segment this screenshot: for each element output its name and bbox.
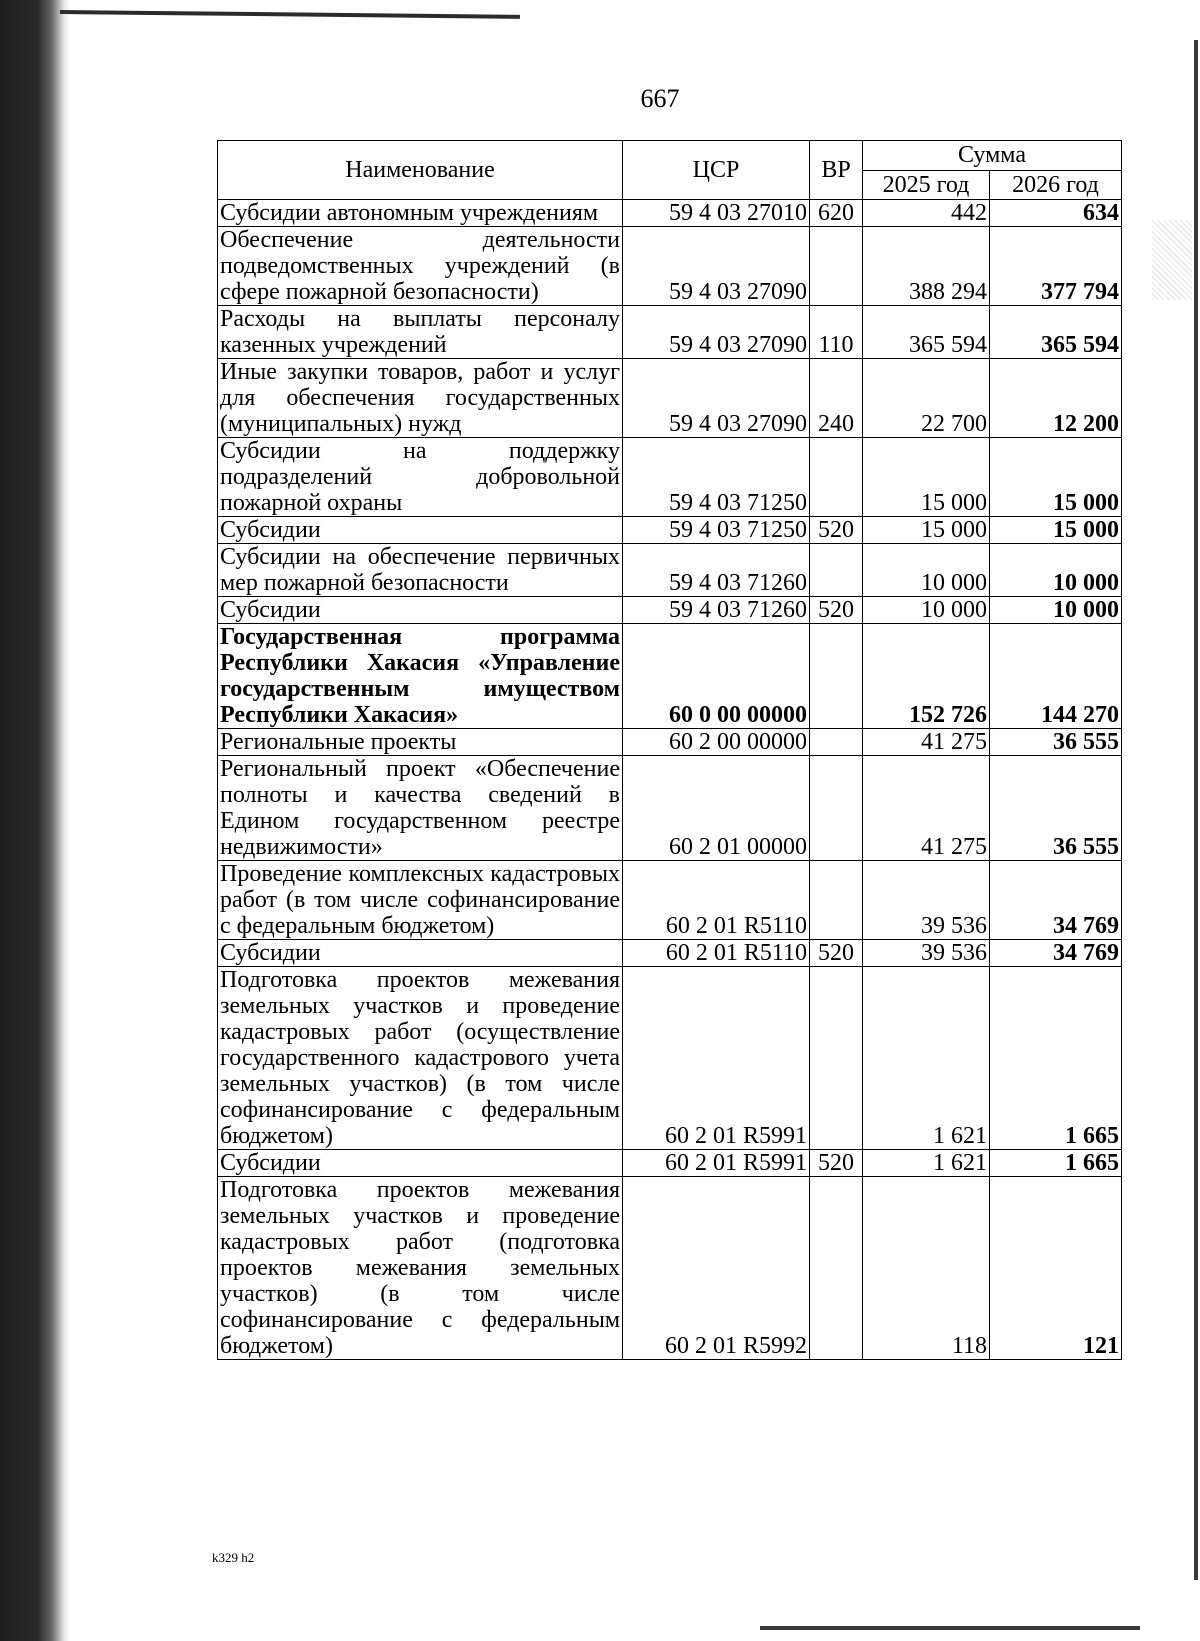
row-csr: 60 2 01 R5110 — [623, 940, 810, 967]
header-csr: ЦСР — [623, 141, 810, 200]
row-vr: 520 — [810, 940, 863, 967]
row-csr: 59 4 03 27090 — [623, 359, 810, 438]
row-vr: 520 — [810, 1150, 863, 1177]
row-sum-2025: 152 726 — [863, 624, 990, 729]
row-name: Субсидии — [218, 1150, 623, 1177]
table-row — [218, 227, 1122, 306]
row-sum-2025: 39 536 — [863, 940, 990, 967]
row-sum-2025: 15 000 — [863, 517, 990, 544]
row-sum-2026: 634 — [990, 200, 1122, 227]
row-vr — [810, 227, 863, 306]
row-vr — [810, 438, 863, 517]
row-name: Субсидии — [218, 940, 623, 967]
row-sum-2026: 36 555 — [990, 729, 1122, 756]
row-name: Региональный проект «Обеспечение полноты и качества сведений в Едином государственном реестре недвижимости» — [218, 756, 623, 861]
header-name: Наименование — [218, 141, 623, 200]
row-sum-2025: 1 621 — [863, 1150, 990, 1177]
row-sum-2025: 41 275 — [863, 729, 990, 756]
row-name: Государственная программа Республики Хакасия «Управление государственным имуществом Республики Хакасия» — [218, 624, 623, 729]
row-name: Субсидии на поддержку подразделений добровольной пожарной охраны — [218, 438, 623, 517]
row-vr — [810, 1177, 863, 1360]
scan-edge-bottom — [760, 1626, 1140, 1630]
table-row — [218, 1177, 1122, 1360]
row-sum-2026: 144 270 — [990, 624, 1122, 729]
row-vr: 620 — [810, 200, 863, 227]
table-row — [218, 1150, 1122, 1177]
row-csr: 60 2 01 R5991 — [623, 1150, 810, 1177]
row-name: Проведение комплексных кадастровых работ (в том числе софинансирование с федеральным бюджетом) — [218, 861, 623, 940]
table-row — [218, 438, 1122, 517]
table-row — [218, 861, 1122, 940]
row-sum-2025: 365 594 — [863, 306, 990, 359]
row-csr: 60 2 00 00000 — [623, 729, 810, 756]
row-name: Расходы на выплаты персоналу казенных учреждений — [218, 306, 623, 359]
table-row — [218, 517, 1122, 544]
row-sum-2026: 34 769 — [990, 861, 1122, 940]
table-row — [218, 597, 1122, 624]
scan-shadow-left — [0, 0, 70, 1641]
row-sum-2026: 377 794 — [990, 227, 1122, 306]
row-vr — [810, 967, 863, 1150]
header-vr: ВР — [810, 141, 863, 200]
row-sum-2025: 388 294 — [863, 227, 990, 306]
row-vr — [810, 729, 863, 756]
scan-noise — [1152, 220, 1192, 300]
row-vr: 240 — [810, 359, 863, 438]
row-sum-2025: 39 536 — [863, 861, 990, 940]
row-csr: 59 4 03 27010 — [623, 200, 810, 227]
budget-table — [217, 140, 1122, 1360]
table-row — [218, 306, 1122, 359]
row-sum-2025: 41 275 — [863, 756, 990, 861]
row-csr: 59 4 03 71260 — [623, 544, 810, 597]
row-csr: 60 2 01 00000 — [623, 756, 810, 861]
row-name: Иные закупки товаров, работ и услуг для обеспечения государственных (муниципальных) нужд — [218, 359, 623, 438]
table-row — [218, 940, 1122, 967]
row-sum-2026: 1 665 — [990, 1150, 1122, 1177]
row-name: Обеспечение деятельности подведомственных учреждений (в сфере пожарной безопасности) — [218, 227, 623, 306]
table-header — [218, 141, 1122, 200]
header-year-2026: 2026 год — [990, 170, 1122, 200]
header-year-2025: 2025 год — [863, 170, 990, 200]
scan-edge-top — [60, 10, 520, 19]
row-csr: 60 2 01 R5992 — [623, 1177, 810, 1360]
row-name: Подготовка проектов межевания земельных участков и проведение кадастровых работ (осуществление государственного кадастрового учета земельных участков) (в том числе софинансирование с федеральным бюджетом) — [218, 967, 623, 1150]
row-vr: 520 — [810, 517, 863, 544]
row-sum-2025: 1 621 — [863, 967, 990, 1150]
header-sum: Сумма — [863, 141, 1122, 171]
row-name: Субсидии автономным учреждениям — [218, 200, 623, 227]
row-sum-2026: 10 000 — [990, 544, 1122, 597]
row-name: Подготовка проектов межевания земельных участков и проведение кадастровых работ (подготовка проектов межевания земельных участков) (в том числе софинансирование с федеральным бюджетом) — [218, 1177, 623, 1360]
row-csr: 59 4 03 71250 — [623, 517, 810, 544]
row-sum-2025: 118 — [863, 1177, 990, 1360]
table-row — [218, 729, 1122, 756]
row-sum-2026: 15 000 — [990, 517, 1122, 544]
table-row — [218, 967, 1122, 1150]
table-row — [218, 756, 1122, 861]
row-vr — [810, 544, 863, 597]
table-row — [218, 624, 1122, 729]
row-sum-2025: 10 000 — [863, 597, 990, 624]
row-vr — [810, 624, 863, 729]
row-sum-2026: 15 000 — [990, 438, 1122, 517]
row-name: Субсидии на обеспечение первичных мер пожарной безопасности — [218, 544, 623, 597]
row-name: Региональные проекты — [218, 729, 623, 756]
row-sum-2025: 10 000 — [863, 544, 990, 597]
row-name: Субсидии — [218, 597, 623, 624]
row-name: Субсидии — [218, 517, 623, 544]
row-vr: 520 — [810, 597, 863, 624]
row-csr: 60 0 00 00000 — [623, 624, 810, 729]
row-vr — [810, 756, 863, 861]
table-body — [218, 200, 1122, 1360]
row-sum-2026: 365 594 — [990, 306, 1122, 359]
row-sum-2026: 10 000 — [990, 597, 1122, 624]
table-row — [218, 359, 1122, 438]
row-sum-2025: 442 — [863, 200, 990, 227]
table-row — [218, 200, 1122, 227]
table-row — [218, 544, 1122, 597]
row-sum-2026: 12 200 — [990, 359, 1122, 438]
row-csr: 59 4 03 71260 — [623, 597, 810, 624]
row-sum-2026: 121 — [990, 1177, 1122, 1360]
row-csr: 59 4 03 27090 — [623, 306, 810, 359]
row-csr: 60 2 01 R5110 — [623, 861, 810, 940]
row-sum-2025: 22 700 — [863, 359, 990, 438]
row-sum-2025: 15 000 — [863, 438, 990, 517]
row-vr: 110 — [810, 306, 863, 359]
row-sum-2026: 1 665 — [990, 967, 1122, 1150]
row-sum-2026: 36 555 — [990, 756, 1122, 861]
row-csr: 59 4 03 71250 — [623, 438, 810, 517]
row-vr — [810, 861, 863, 940]
footer-code: k329 h2 — [212, 1550, 255, 1565]
page-number: 667 — [640, 84, 680, 113]
row-csr: 60 2 01 R5991 — [623, 967, 810, 1150]
row-sum-2026: 34 769 — [990, 940, 1122, 967]
scan-edge-right — [1194, 40, 1198, 1580]
row-csr: 59 4 03 27090 — [623, 227, 810, 306]
